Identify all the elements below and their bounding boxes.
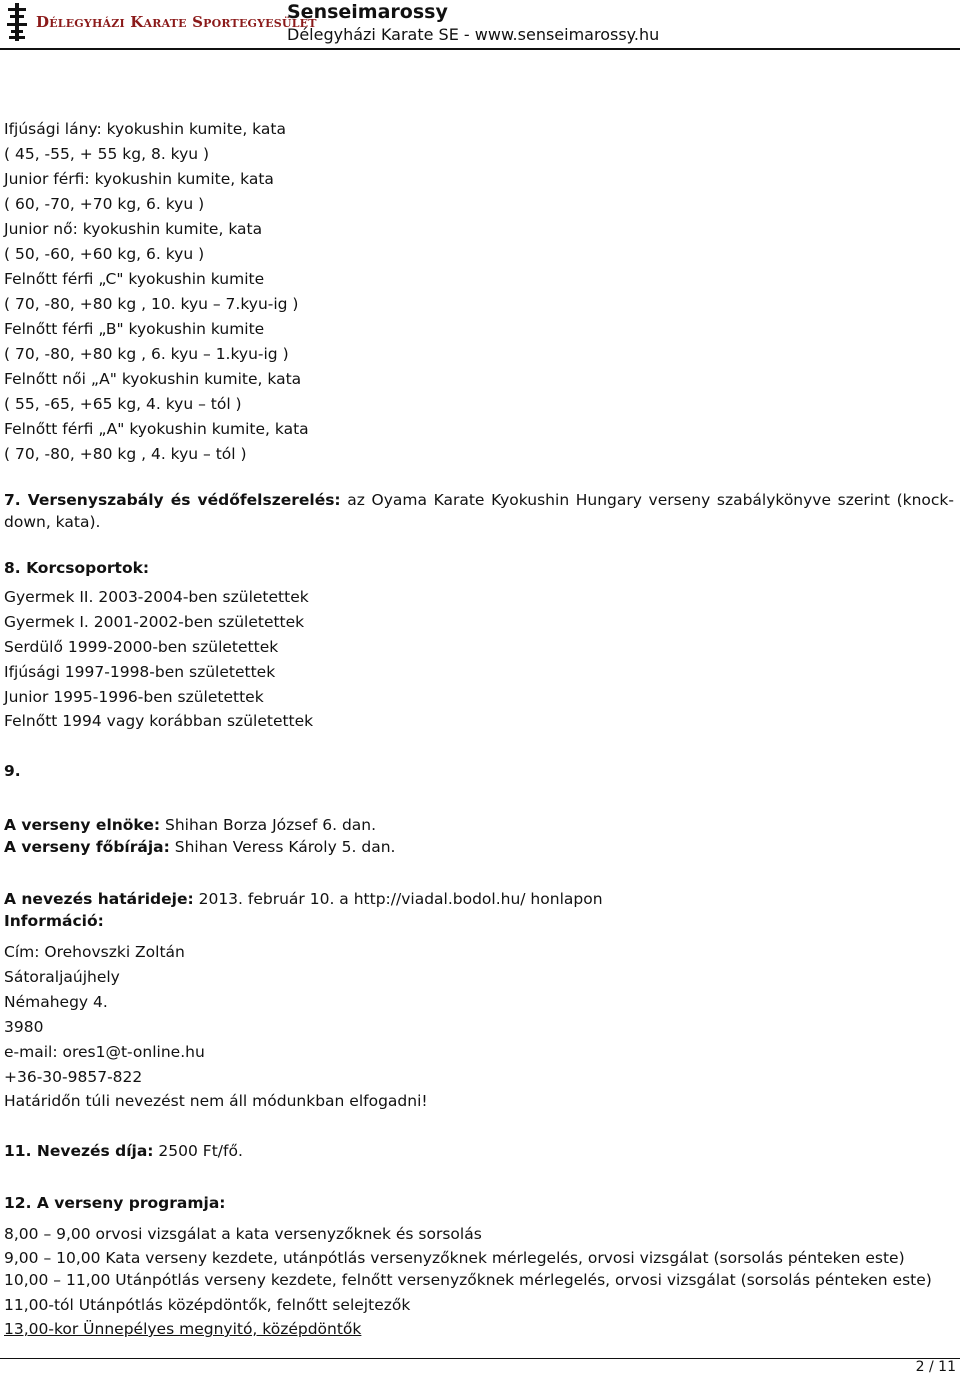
category-line: ( 70, -80, +80 kg , 4. kyu – tól ) [4,445,247,463]
section-7-text: az Oyama Karate Kyokushin Hungary verseny szabálykönyve szerint (knock-down, kata). [4,491,954,531]
age-group-item: Felnőtt 1994 vagy korábban születettek [4,712,314,730]
age-group-item: Junior 1995-1996-ben születettek [4,688,264,706]
category-line: Junior nő: kyokushin kumite, kata [4,220,263,238]
president-value: Shihan Borza József 6. dan. [160,816,377,834]
late-entry-notice: Határidőn túli nevezést nem áll módunkban elfogadni! [4,1092,428,1110]
referee-line [4,836,954,858]
info-line: Némahegy 4. [4,993,108,1011]
kanji-logo-icon [6,2,28,42]
category-line: ( 45, -55, + 55 kg, 8. kyu ) [4,145,210,163]
document-body [4,117,954,1340]
program-item: 10,00 – 11,00 Utánpótlás verseny kezdete, felnőtt versenyzőknek mérlegelés, orvosi vizsgálat (sorsolás pénteken este) [4,1271,932,1289]
section-7-heading: 7. Versenyszabály és védőfelszerelés: [4,491,341,509]
info-phone: +36-30-9857-822 [4,1068,143,1086]
president-line [4,814,954,836]
info-line: Sátoraljaújhely [4,968,120,986]
deadline-line [4,888,954,910]
category-line: Junior férfi: kyokushin kumite, kata [4,170,274,188]
info-email: e-mail: ores1@t-online.hu [4,1043,205,1061]
entry-fee-value: 2500 Ft/fő. [153,1142,243,1160]
category-line: Felnőtt férfi „B" kyokushin kumite [4,320,265,338]
deadline-label: A nevezés határideje: [4,890,194,908]
category-line: ( 50, -60, +60 kg, 6. kyu ) [4,245,205,263]
category-line: Felnőtt férfi „C" kyokushin kumite [4,270,265,288]
category-line: ( 70, -80, +80 kg , 6. kyu – 1.kyu-ig ) [4,345,289,363]
age-group-item: Ifjúsági 1997-1998-ben születettek [4,663,276,681]
footer-divider [0,1358,960,1359]
section-11-heading: 11. Nevezés díja: [4,1142,154,1160]
section-7 [4,489,954,533]
age-group-item: Serdülő 1999-2000-ben születettek [4,638,279,656]
category-line: ( 70, -80, +80 kg , 10. kyu – 7.kyu-ig ) [4,295,299,313]
category-line: Felnőtt férfi „A" kyokushin kumite, kata [4,420,309,438]
site-title: Senseimarossy [287,1,448,23]
info-line: Cím: Orehovszki Zoltán [4,943,185,961]
category-line: ( 60, -70, +70 kg, 6. kyu ) [4,195,205,213]
category-line: Ifjúsági lány: kyokushin kumite, kata [4,120,286,138]
info-line: 3980 [4,1018,44,1036]
section-8-heading: 8. Korcsoportok: [4,559,150,577]
page-header [0,0,960,52]
program-item: 11,00-tól Utánpótlás középdöntők, felnőtt selejtezők [4,1296,411,1314]
section-12-heading: 12. A verseny programja: [4,1194,226,1212]
header-divider [0,48,960,50]
referee-value: Shihan Veress Károly 5. dan. [169,838,396,856]
club-logo [6,2,317,42]
info-heading: Információ: [4,912,104,930]
site-subtitle: Délegyházi Karate SE - www.senseimarossy.hu [287,25,660,44]
category-list [4,117,954,467]
age-group-item: Gyermek II. 2003-2004-ben születettek [4,588,309,606]
age-group-item: Gyermek I. 2001-2002-ben születettek [4,613,305,631]
logo-text: Délegyházi Karate Sportegyesület [36,13,317,31]
referee-label: A verseny főbírája: [4,838,170,856]
program-item: 9,00 – 10,00 Kata verseny kezdete, utánpótlás versenyzőknek mérlegelés, orvosi vizsgálat (sorsolás pénteken este) [4,1249,905,1267]
page-number: 2 / 11 [915,1359,956,1375]
section-9-heading: 9. [4,762,21,780]
program-item: 8,00 – 9,00 orvosi vizsgálat a kata versenyzőknek és sorsolás [4,1225,482,1243]
program-item: 13,00-kor Ünnepélyes megnyitó, középdöntők [4,1320,362,1338]
category-line: ( 55, -65, +65 kg, 4. kyu – tól ) [4,395,242,413]
category-line: Felnőtt női „A" kyokushin kumite, kata [4,370,302,388]
president-label: A verseny elnöke: [4,816,161,834]
section-11 [4,1140,954,1162]
deadline-value: 2013. február 10. a http://viadal.bodol.hu/ honlapon [193,890,603,908]
